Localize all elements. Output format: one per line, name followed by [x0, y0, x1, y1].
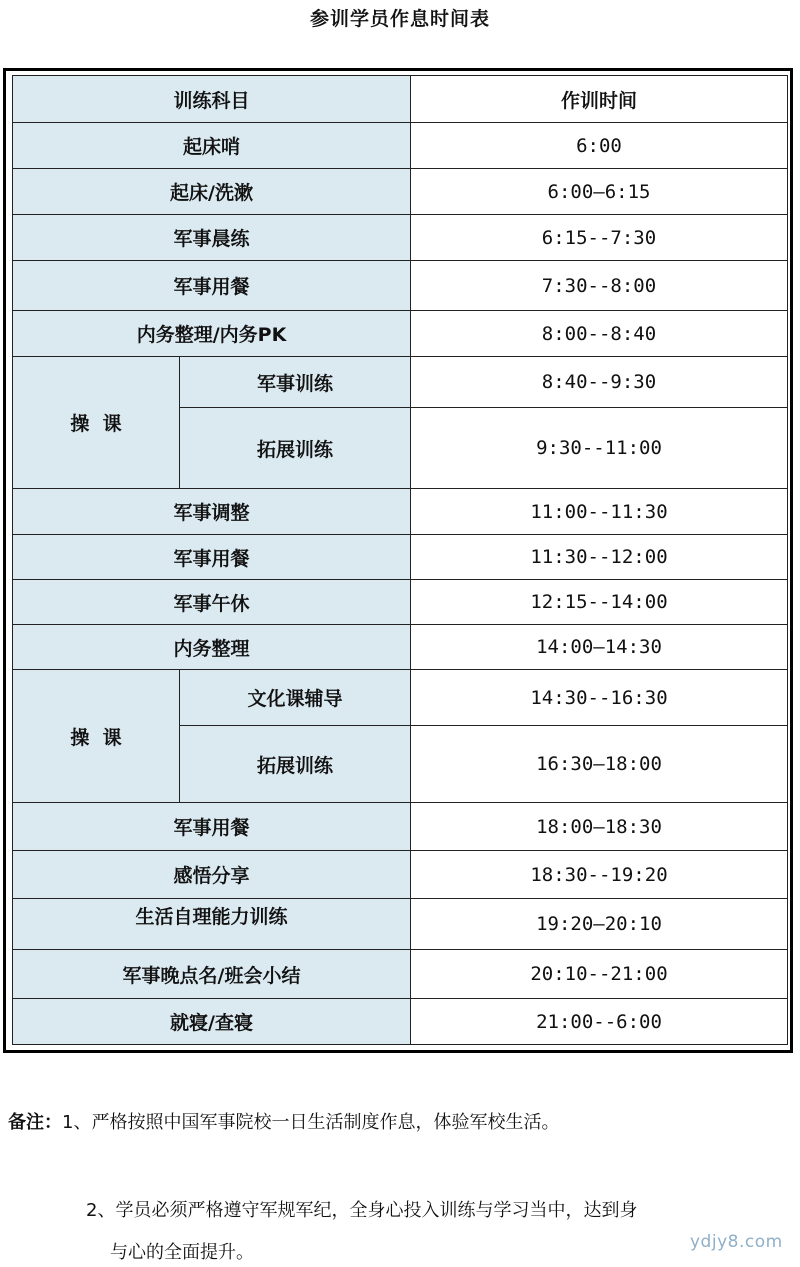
table-row	[13, 580, 788, 625]
time-cell: 18:00—18:30	[411, 803, 788, 851]
time-cell: 18:30--19:20	[411, 851, 788, 899]
time-cell: 11:00--11:30	[411, 489, 788, 535]
subject-cell: 文化课辅导	[180, 670, 411, 726]
time-cell: 6:15--7:30	[411, 215, 788, 261]
table-row	[13, 899, 788, 950]
table-row	[13, 357, 788, 408]
subject-cell: 内务整理	[13, 625, 411, 670]
note-label: 备注：	[8, 1112, 62, 1133]
watermark: ydjy8.com	[690, 1232, 783, 1252]
subject-cell: 拓展训练	[180, 408, 411, 489]
header-time: 作训时间	[411, 76, 788, 123]
subject-cell: 军事晚点名/班会小结	[13, 950, 411, 999]
note-line-1	[8, 1108, 559, 1134]
subject-cell: 感悟分享	[13, 851, 411, 899]
time-cell: 8:40--9:30	[411, 357, 788, 408]
table-row	[13, 123, 788, 169]
time-cell: 6:00	[411, 123, 788, 169]
time-cell: 12:15--14:00	[411, 580, 788, 625]
header-subject: 训练科目	[13, 76, 411, 123]
table-row	[13, 851, 788, 899]
note-item-2-line-2: 与心的全面提升。	[110, 1242, 254, 1263]
table-row	[13, 215, 788, 261]
group-cell: 操 课	[13, 357, 180, 489]
subject-cell: 内务整理/内务PK	[13, 311, 411, 357]
table-row	[13, 625, 788, 670]
time-cell: 14:30--16:30	[411, 670, 788, 726]
table-row	[13, 999, 788, 1045]
time-cell: 16:30—18:00	[411, 726, 788, 803]
table-header-row	[13, 76, 788, 123]
subject-cell: 拓展训练	[180, 726, 411, 803]
schedule-frame	[3, 68, 793, 1053]
subject-cell: 军事调整	[13, 489, 411, 535]
subject-cell: 军事用餐	[13, 261, 411, 311]
note-item-1: 1、严格按照中国军事院校一日生活制度作息，体验军校生活。	[62, 1112, 560, 1133]
subject-cell: 军事用餐	[13, 535, 411, 580]
group-cell: 操 课	[13, 670, 180, 803]
table-row	[13, 535, 788, 580]
page-title: 参训学员作息时间表	[309, 8, 490, 30]
subject-cell: 军事训练	[180, 357, 411, 408]
note-item-2-line-1: 2、学员必须严格遵守军规军纪，全身心投入训练与学习当中，达到身	[86, 1200, 638, 1221]
subject-cell: 军事午休	[13, 580, 411, 625]
subject-cell: 生活自理能力训练	[13, 899, 411, 950]
subject-cell: 军事用餐	[13, 803, 411, 851]
time-cell: 8:00--8:40	[411, 311, 788, 357]
subject-cell: 起床/洗漱	[13, 169, 411, 215]
time-cell: 7:30--8:00	[411, 261, 788, 311]
time-cell: 11:30--12:00	[411, 535, 788, 580]
time-cell: 14:00—14:30	[411, 625, 788, 670]
subject-cell: 就寝/查寝	[13, 999, 411, 1045]
table-row	[13, 670, 788, 726]
time-cell: 6:00—6:15	[411, 169, 788, 215]
subject-cell: 起床哨	[13, 123, 411, 169]
time-cell: 19:20—20:10	[411, 899, 788, 950]
table-row	[13, 169, 788, 215]
table-row	[13, 311, 788, 357]
time-cell: 21:00--6:00	[411, 999, 788, 1045]
table-row	[13, 803, 788, 851]
table-row	[13, 489, 788, 535]
schedule-table	[12, 75, 788, 1045]
subject-cell: 军事晨练	[13, 215, 411, 261]
time-cell: 20:10--21:00	[411, 950, 788, 999]
table-row	[13, 950, 788, 999]
time-cell: 9:30--11:00	[411, 408, 788, 489]
table-row	[13, 261, 788, 311]
